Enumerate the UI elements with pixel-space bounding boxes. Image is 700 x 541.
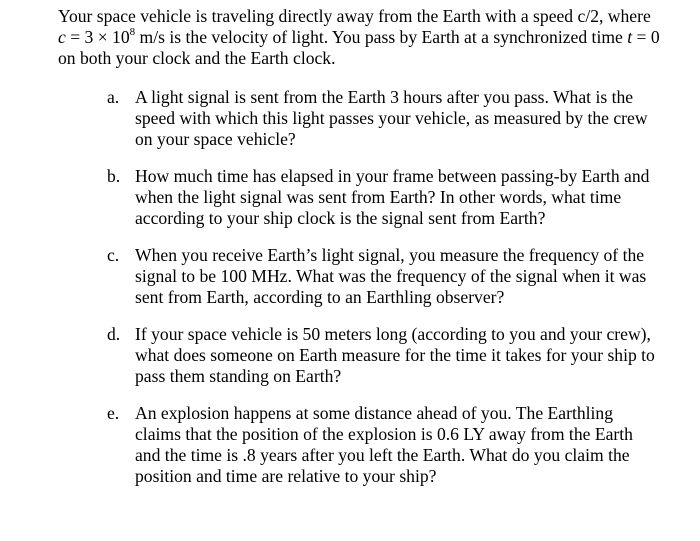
question-line: How much time has elapsed in your frame between passing-by Earth and (135, 166, 650, 186)
question-marker: e. (107, 403, 120, 423)
question-line: speed with which this light passes your vehicle, as measured by the crew (135, 108, 648, 128)
problem-intro (58, 6, 688, 69)
question-line: A light signal is sent from the Earth 3 hours after you pass. What is the (135, 87, 634, 107)
question-marker: d. (107, 324, 121, 344)
intro-line-3: on both your clock and the Earth clock. (58, 48, 336, 68)
exponent: 8 (129, 26, 136, 39)
question-line: If your space vehicle is 50 meters long (according to you and your crew), (135, 324, 651, 344)
intro-line-2 (58, 27, 688, 48)
time-value: = 0 (632, 27, 660, 47)
question-text (135, 324, 695, 387)
question-line: sent from Earth, according to an Earthling observer? (135, 287, 505, 307)
question-line: When you receive Earth’s light signal, you measure the frequency of the (135, 245, 645, 265)
question-line: on your space vehicle? (135, 129, 296, 149)
question-text (135, 403, 695, 487)
question-line: An explosion happens at some distance ahead of you. The Earthling (135, 403, 614, 423)
time-symbol: t (627, 27, 633, 47)
question-text (135, 87, 695, 150)
intro-line-1: Your space vehicle is traveling directly away from the Earth with a speed c/2, where (58, 6, 651, 26)
question-marker: b. (107, 166, 121, 186)
intro-line-2-text: m/s is the velocity of light. You pass by Earth at a synchronized time (135, 27, 628, 47)
question-line: position and time are relative to your ship? (135, 466, 437, 486)
question-text (135, 245, 695, 308)
question-line: what does someone on Earth measure for the time it takes for your ship to (135, 345, 655, 365)
question-line: signal to be 100 MHz. What was the frequency of the signal when it was (135, 266, 647, 286)
speed-of-light-symbol: c (58, 27, 66, 47)
question-line: when the light signal was sent from Earth? In other words, what time (135, 187, 622, 207)
question-text (135, 166, 695, 229)
question-marker: a. (107, 87, 120, 107)
question-line: claims that the position of the explosion is 0.6 LY away from the Earth (135, 424, 633, 444)
question-line: according to your ship clock is the signal sent from Earth? (135, 208, 546, 228)
question-line: and the time is .8 years after you left the Earth. What do you claim the (135, 445, 630, 465)
speed-of-light-value: = 3 × 10 (65, 27, 130, 47)
question-marker: c. (107, 245, 120, 265)
question-line: pass them standing on Earth? (135, 366, 342, 386)
